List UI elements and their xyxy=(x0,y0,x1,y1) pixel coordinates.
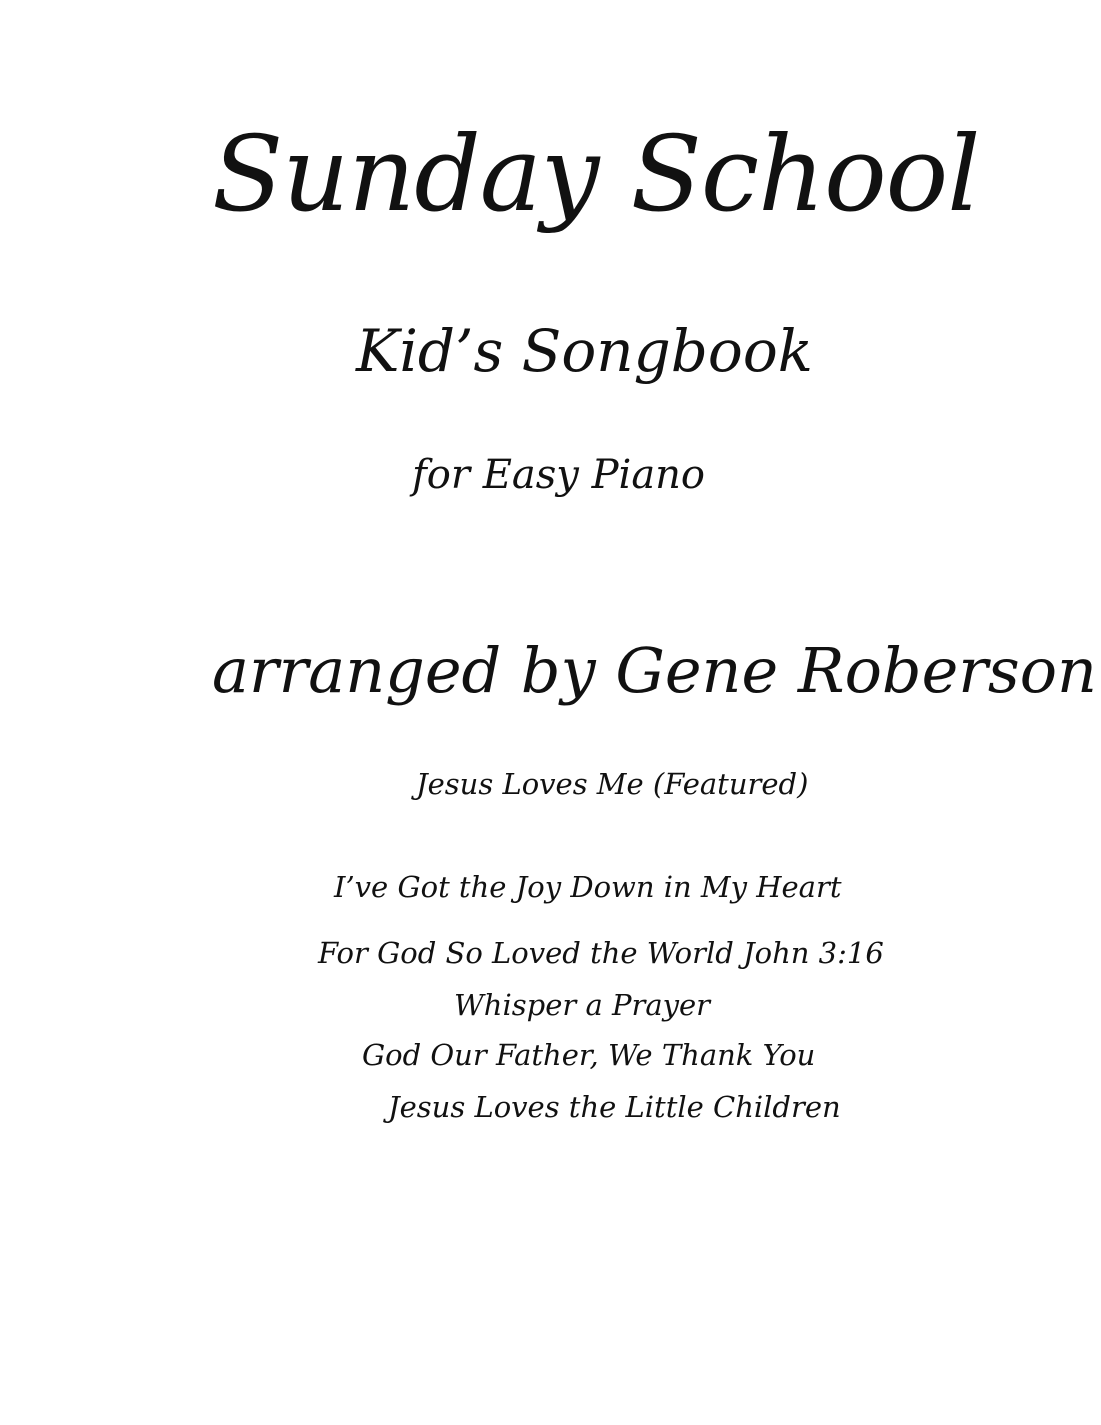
song-title: Whisper a Prayer xyxy=(454,988,711,1022)
song-title: I’ve Got the Joy Down in My Heart xyxy=(334,870,842,904)
song-title: God Our Father, We Thank You xyxy=(362,1038,816,1072)
instrument-line: for Easy Piano xyxy=(412,452,706,498)
arranger-credit: arranged by Gene Roberson xyxy=(212,634,1097,707)
song-title: For God So Loved the World John 3:16 xyxy=(318,936,884,970)
book-subtitle: Kid’s Songbook xyxy=(356,317,813,385)
featured-song: Jesus Loves Me (Featured) xyxy=(416,767,809,801)
song-title: Jesus Loves the Little Children xyxy=(388,1090,841,1124)
book-title: Sunday School xyxy=(212,113,980,235)
